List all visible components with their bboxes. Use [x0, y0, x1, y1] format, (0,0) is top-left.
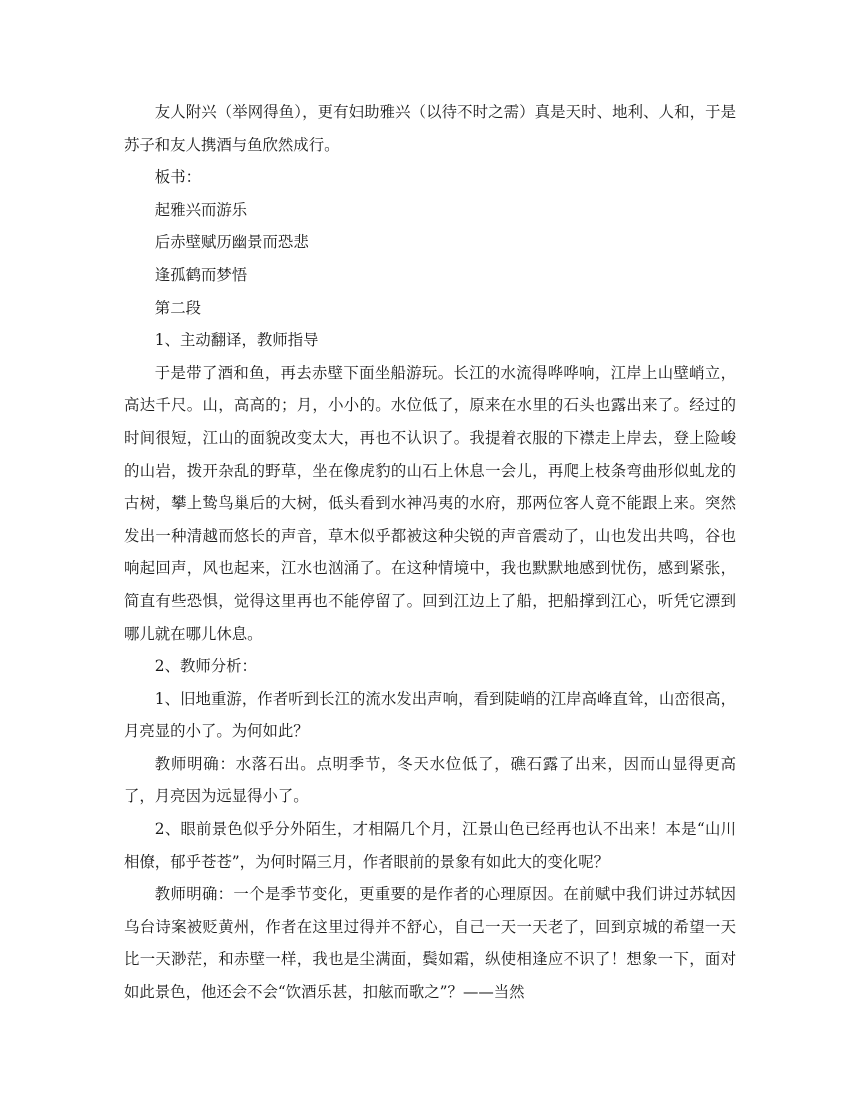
paragraph-translation: 于是带了酒和鱼，再去赤壁下面坐船游玩。长江的水流得哗哗响，江岸上山壁峭立，高达千尺。山，高高的；月，小小的。水位低了，原来在水里的石头也露出来了。经过的时间很短，江山的面貌改变太大，再也不认识了。我提着衣服的下襟走上岸去，登上险峻的山岩，拨开杂乱的野草，坐在像虎豹的山石上休息一会儿，再爬上枝条弯曲形似虬龙的古树，攀上鸷鸟巢后的大树，低头看到水神冯夷的水府，那两位客人竟不能跟上来。突然发出一种清越而悠长的声音，草木似乎都被这种尖锐的声音震动了，山也发出共鸣，谷也响起回声，风也起来，江水也汹涌了。在这种情境中，我也默默地感到忧伤，感到紧张，简直有些恐惧，觉得这里再也不能停留了。回到江边上了船，把船撑到江心，听凭它漂到哪儿就在哪儿休息。 — [124, 363, 736, 643]
paragraph-blackboard-line-3: 逢孤鹤而梦悟 — [154, 265, 248, 284]
paragraph-answer-2: 教师明确：一个是季节变化，更重要的是作者的心理原因。在前赋中我们讲过苏轼因乌台诗案被贬黄州，作者在这里过得并不舒心，自己一天一天老了，回到京城的希望一天比一天渺茫，和赤壁一样，我也是尘满面，鬓如霜，纵使相逢应不识了！想象一下，面对如此景色，他还会不会“饮酒乐甚，扣舷而歌之”？——当然 — [124, 885, 736, 1002]
paragraph-blackboard-line-1: 起雅兴而游乐 — [154, 200, 248, 219]
document-page — [124, 96, 736, 1009]
paragraph-step-analysis: 2、教师分析： — [154, 657, 257, 676]
paragraph-section-heading: 第二段 — [154, 298, 201, 317]
paragraph-step-translate: 1、主动翻译，教师指导 — [154, 331, 319, 350]
paragraph-blackboard-line-2: 后赤壁赋历幽景而恐悲 — [154, 233, 309, 252]
paragraph-question-1: 1、旧地重游，作者听到长江的流水发出声响，看到陡峭的江岸高峰直耸，山峦很高，月亮显的小了。为何如此？ — [124, 689, 736, 741]
paragraph-blackboard-heading: 板书： — [154, 168, 201, 187]
paragraph-question-2: 2、眼前景色似乎分外陌生，才相隔几个月，江景山色已经再也认不出来！本是“山川相僚，郁乎苍苍”，为何时隔三月，作者眼前的景象有如此大的变化呢？ — [124, 820, 736, 871]
paragraph-answer-1: 教师明确：水落石出。点明季节，冬天水位低了，礁石露了出来，因而山显得更高了，月亮因为远显得小了。 — [124, 754, 736, 806]
paragraph-intro-continued: 友人附兴（举网得鱼），更有妇助雅兴（以待不时之需）真是天时、地利、人和，于是苏子和友人携酒与鱼欣然成行。 — [124, 103, 736, 154]
